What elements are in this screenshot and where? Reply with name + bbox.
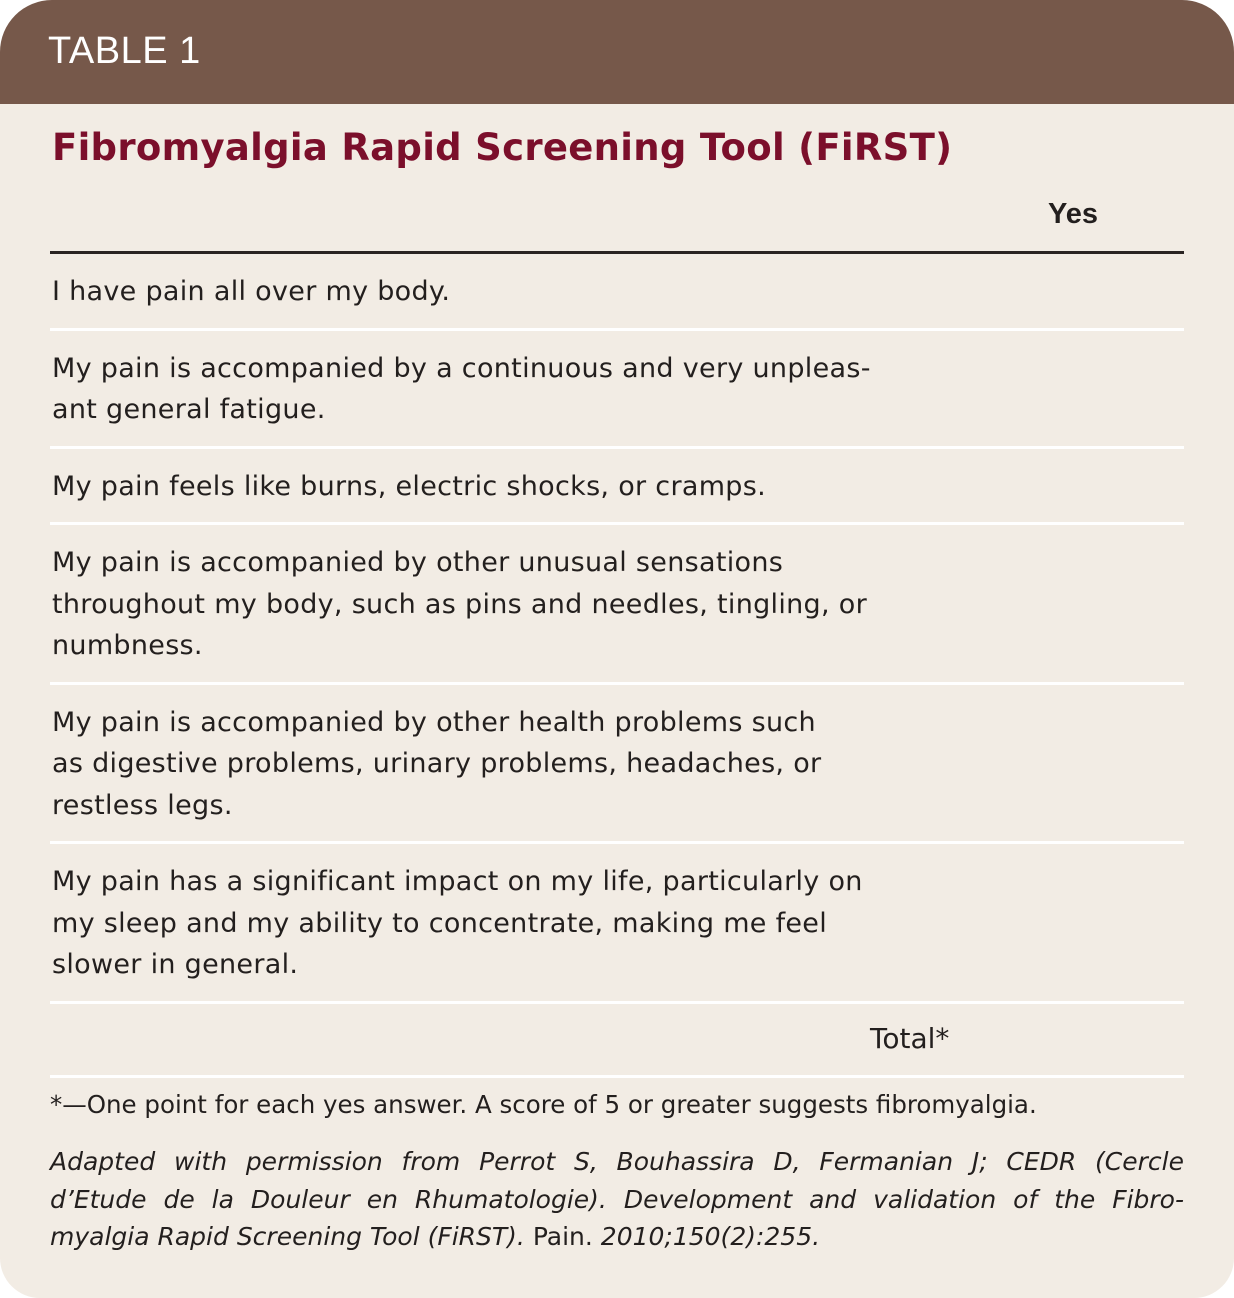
citation-text: 2010;150(2):255. [600, 1222, 821, 1251]
citation-line [50, 1218, 1184, 1256]
table-title: Fibromyalgia Rapid Screening Tool (FiRST) [52, 126, 953, 169]
row-text: throughout my body, such as pins and needles, tingling, or [52, 588, 867, 620]
table-row [50, 844, 1184, 1004]
row-text: My pain feels like burns, electric shocks, or cramps. [52, 470, 766, 502]
footnote: *—One point for each yes answer. A score of 5 or greater suggests fibromyalgia. [50, 1090, 1037, 1119]
citation-text: myalgia Rapid Screening Tool (FiRST). [50, 1222, 525, 1251]
citation-line: d’Etude de la Douleur en Rhumatologie). Development and validation of the Fibro- [50, 1184, 1184, 1214]
row-text: My pain has a significant impact on my life, particularly on [52, 866, 863, 897]
column-header-yes: Yes [1048, 198, 1098, 230]
table-row [50, 331, 1184, 449]
row-text: My pain is accompanied by other unusual sensations [52, 547, 784, 578]
table-row [50, 254, 1184, 331]
table-header-bar [0, 0, 1234, 104]
table-row [50, 449, 1184, 526]
row-text: My pain is accompanied by a continuous and very unpleas- [52, 352, 871, 384]
row-text: My pain is accompanied by other health problems such [52, 706, 816, 738]
row-text: numbness. [52, 630, 203, 661]
table-number: TABLE 1 [48, 30, 201, 72]
citation-line: Adapted with permission from Perrot S, Bouhassira D, Fermanian J; CEDR (Cercle [50, 1147, 1184, 1176]
row-text: restless legs. [52, 789, 233, 821]
table-head [50, 196, 1184, 254]
row-text: my sleep and my ability to concentrate, making me feel [52, 907, 828, 939]
row-text: I have pain all over my body. [52, 276, 451, 307]
table-row [50, 525, 1184, 685]
citation-journal: Pain. [524, 1222, 601, 1251]
row-text: slower in general. [52, 949, 299, 980]
total-label: Total* [870, 1021, 950, 1055]
screening-table [50, 196, 1184, 1078]
row-text: as digestive problems, urinary problems, headaches, or [52, 748, 822, 779]
table-row [50, 685, 1184, 845]
total-row [50, 1004, 1184, 1078]
citation [50, 1143, 1184, 1256]
row-text: ant general fatigue. [52, 394, 326, 425]
